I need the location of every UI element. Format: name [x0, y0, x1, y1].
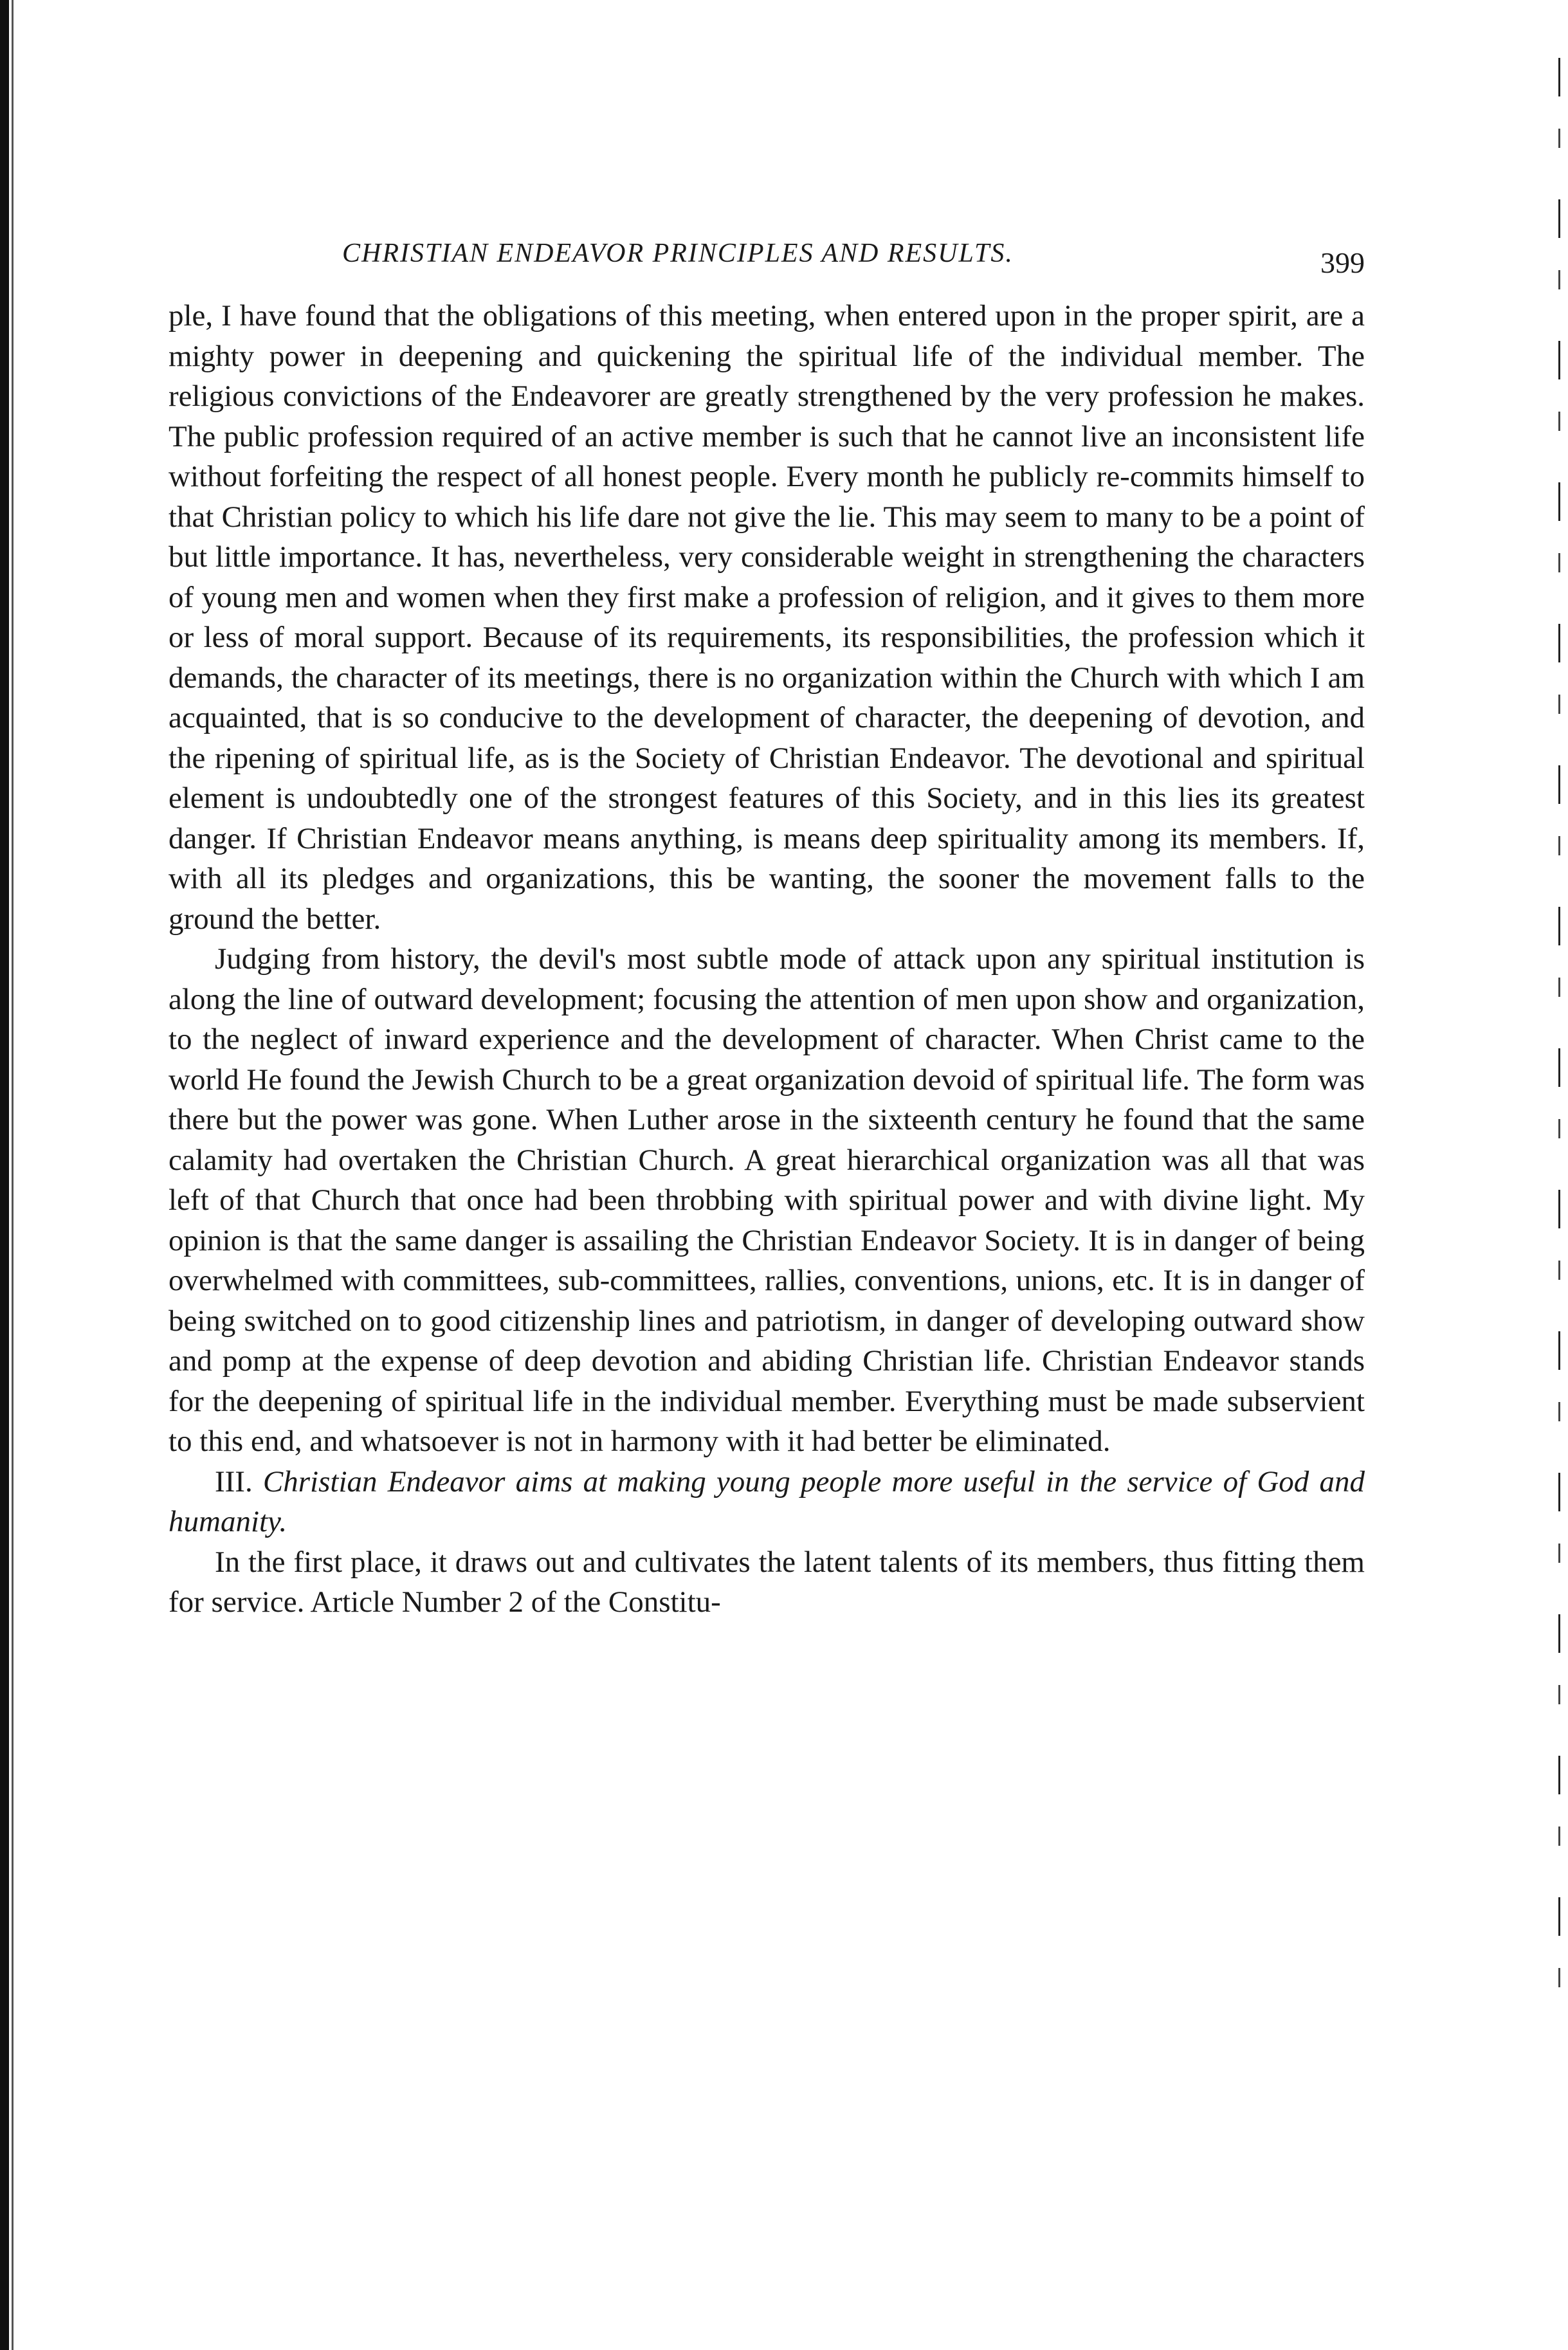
paragraph-3: In the first place, it draws out and cultivates the latent talents of its members, thus fitting them for service. Article Number 2 of the Constitu- — [169, 1545, 1365, 1619]
scan-edge-right — [1558, 58, 1560, 1987]
running-title: CHRISTIAN ENDEAVOR PRINCIPLES AND RESULTS. — [342, 239, 1014, 268]
paragraph-2: Judging from history, the devil's most subtle mode of attack upon any spiritual institution is along the line of outward development; focusing the attention of men upon show and organization, to the neglect of inward experience and the development of character. When Christ came to the world He found the Jewish Church to be a great organization devoid of spiritual life. The form was there but the power was gone. When Luther arose in the sixteenth century he found that the same calamity had overtaken the Christian Church. A great hierarchical organization was all that was left of that Church that once had been throbbing with spiritual power and with divine light. My opinion is that the same danger is assailing the Christian Endeavor Society. It is in danger of being overwhelmed with committees, sub-committees, rallies, conventions, unions, etc. It is in danger of being switched on to good citizenship lines and patriotism, in danger of developing outward show and pomp at the expense of deep devotion and abiding Christian life. Christian Endeavor stands for the deepening of spiritual life in the individual member. Everything must be made subservient to this end, and whatsoever is not in harmony with it had better be eliminated. — [169, 942, 1365, 1458]
section-heading-text: Christian Endeavor aims at making young people more useful in the service of God and humanity. — [169, 1464, 1365, 1538]
section-number: III. — [215, 1464, 253, 1498]
section-heading — [169, 1462, 1365, 1542]
book-page — [169, 238, 1365, 1623]
body-text — [169, 296, 1365, 1623]
page-number: 399 — [1320, 246, 1365, 279]
paragraph-1: ple, I have found that the obligations of this meeting, when entered upon in the proper spirit, are a mighty power in deepening and quickening the spiritual life of the individual member. The religious convictions of the Endeavorer are greatly strengthened by the very profession he makes. The public profession required of an active member is such that he cannot live an inconsistent life without forfeiting the respect of all honest people. Every month he publicly re-commits himself to that Christian policy to which his life dare not give the lie. This may seem to many to be a point of but little importance. It has, nevertheless, very considerable weight in strengthening the characters of young men and women when they first make a profession of religion, and it gives to them more or less of moral support. Because of its requirements, its responsibilities, the profession which it demands, the character of its meetings, there is no organization within the Church with which I am acquainted, that is so conducive to the development of character, the deepening of devotion, and the ripening of spiritual life, as is the Society of Christian Endeavor. The devotional and spiritual element is undoubtedly one of the strongest features of this Society, and in this lies its greatest danger. If Christian Endeavor means anything, is means deep spirituality among its members. If, with all its pledges and organizations, this be wanting, the sooner the movement falls to the ground the better. — [169, 299, 1365, 936]
scan-edge-left — [0, 0, 9, 2350]
scan-edge-left-line — [12, 0, 14, 2350]
running-head — [169, 238, 1365, 296]
